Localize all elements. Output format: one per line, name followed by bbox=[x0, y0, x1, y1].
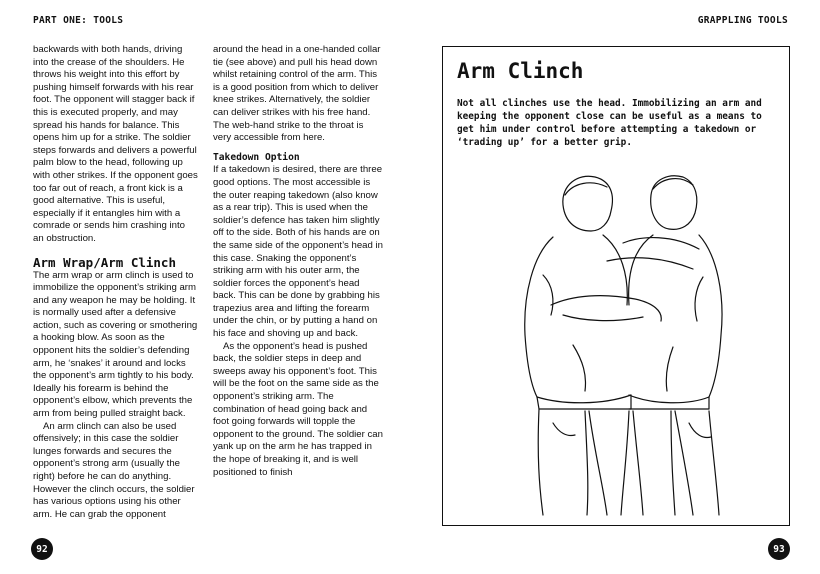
running-header-left: PART ONE: TOOLS bbox=[33, 15, 124, 26]
section-heading: Arm Wrap/Arm Clinch bbox=[33, 254, 176, 270]
page-number-right: 93 bbox=[768, 538, 790, 560]
paragraph: backwards with both hands, driving into the crease of the shoulders. He throws his weight into this effort by pushing himself forwards with his rear foot. The opponent will stagger back if this is executed properly, and may spread his hands for balance. This opens him up for a strike. The soldier steps forwards and delivers a powerful palm blow to the head, following up with other strikes. If the opponent goes too far out of reach, a front kick is a good alternative. This is useful, especially if it entangles him with a comrade or sends him crashing into an obstruction. bbox=[33, 44, 198, 244]
arm-clinch-illustration bbox=[503, 165, 743, 520]
paragraph: As the opponent’s head is pushed back, the soldier steps in deep and sweeps away his opponent’s foot. This will be the foot on the same side as the opponent’s striking arm. The combination of head going back and foot going forwards will topple the opponent to the ground. The soldier can yank up on the arm he has trapped in the hope of breaking it, and is well positioned to finish bbox=[213, 340, 383, 478]
sidebar-box bbox=[442, 46, 790, 526]
subsection-heading: Takedown Option bbox=[213, 151, 300, 163]
paragraph: An arm clinch can also be used offensively; in this case the soldier lunges forwards and secures the opponent’s strong arm (usually the right) before he can do anything. However the clinch occurs, the soldier has various options using his other arm. He can grab the opponent bbox=[33, 420, 195, 520]
text-column-middle bbox=[213, 44, 383, 479]
paragraph: The arm wrap or arm clinch is used to immobilize the opponent’s striking arm and any weapon he may be holding. It is normally used after a defensive action, such as covering or smothering a hooking blow. As soon as the opponent hits the soldier’s defending arm, he ‘snakes’ it around and locks the opponent’s arm tightly to his body. Ideally his forearm is behind the opponent’s elbow, which prevents the arm from being pulled straight back. bbox=[33, 269, 198, 420]
page-number-left: 92 bbox=[31, 538, 53, 560]
sidebar-title: Arm Clinch bbox=[457, 59, 584, 83]
text-column-left bbox=[33, 44, 198, 521]
sidebar-intro: Not all clinches use the head. Immobilizing an arm and keeping the opponent close can be useful as a means to get him under control before attempting a takedown or ‘trading up’ for a better grip. bbox=[457, 98, 762, 148]
paragraph: around the head in a one-handed collar tie (see above) and pull his head down whilst retaining control of the arm. This is a good position from which to deliver knee strikes. Alternatively, the soldier can deliver strikes with his free hand. The web-hand strike to the throat is very accessible from here. bbox=[213, 44, 381, 144]
running-header-right: GRAPPLING TOOLS bbox=[697, 15, 788, 26]
paragraph: If a takedown is desired, there are three good options. The most accessible is the outer reaping takedown (also know as a rear trip). This is used when the soldier’s defence has taken him slightly off to the side. Both of his hands are on the same side of the opponent’s head in this case. Snaking the opponent’s striking arm with his outer arm, the soldier forces the opponent’s head back. This can be done by grabbing his trapezius area and lifting the forearm under the chin, or by putting a hand on his face and shoving up and back. bbox=[213, 164, 383, 340]
